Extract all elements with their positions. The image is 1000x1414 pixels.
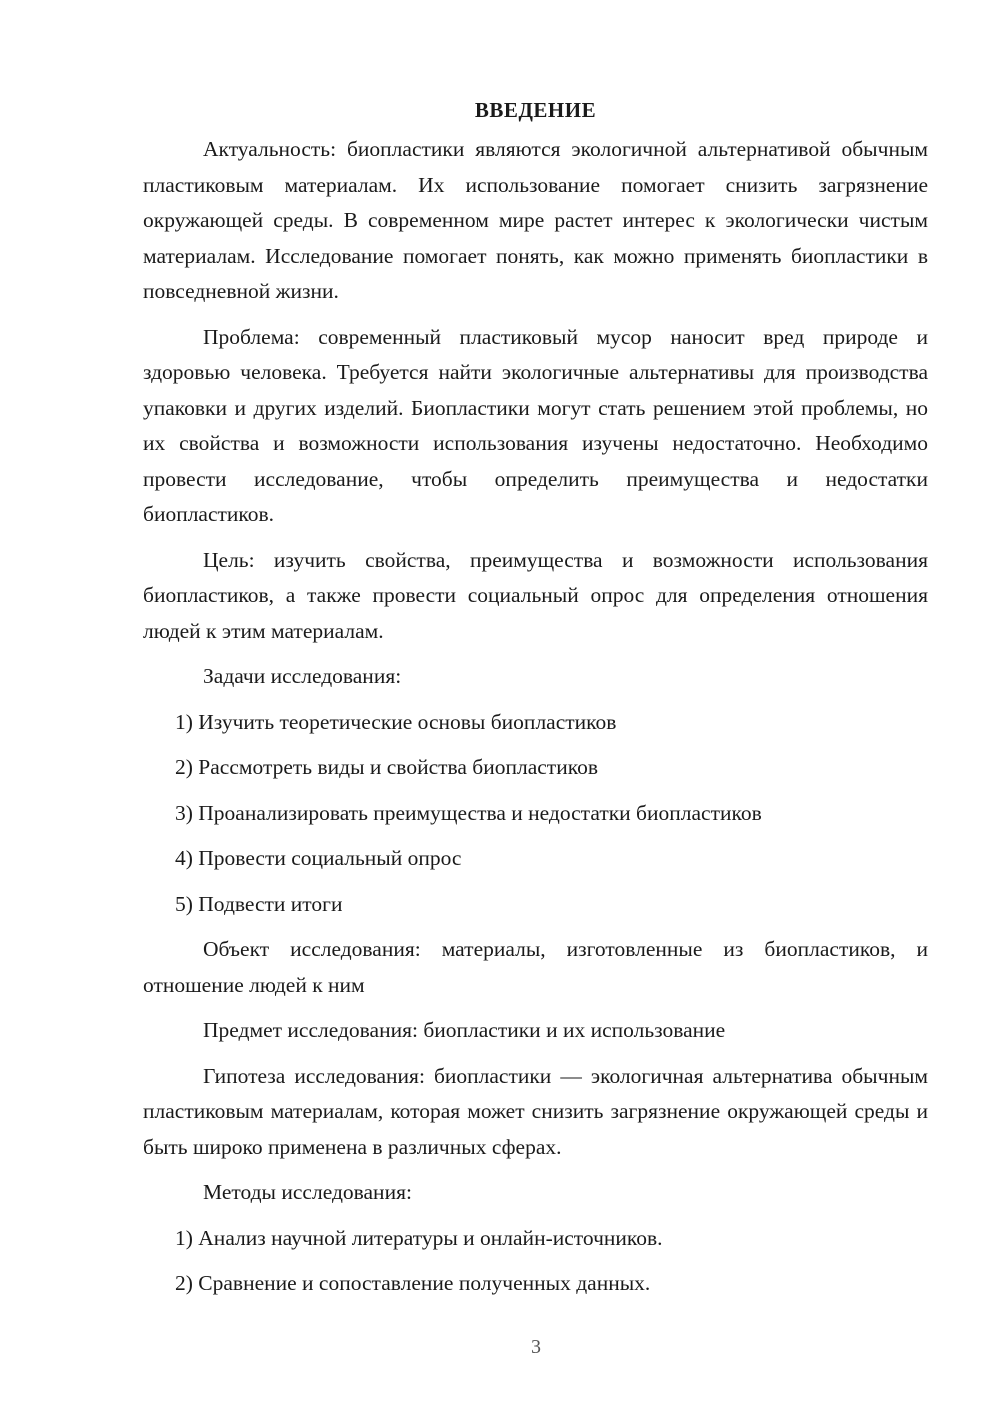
document-page [143,96,928,1312]
goal-paragraph: Цель: изучить свойства, преимущества и возможности использования биопластиков, а также провести социальный опрос для определения отношения людей к этим материалам. [143,547,928,643]
tasks-heading: Задачи исследования: [203,664,402,688]
section-title: ВВЕДЕНИЕ [474,98,597,122]
subject-paragraph: Предмет исследования: биопластики и их использование [203,1018,726,1042]
list-item: 5) Подвести итоги [175,891,343,916]
tasks-list [143,705,928,923]
list-item: 2) Сравнение и сопоставление полученных данных. [175,1271,651,1295]
relevance-paragraph: Актуальность: биопластики являются экологичной альтернативой обычным пластиковым материалам. Их использование помогает снизить загрязнение окружающей среды. В современном мире растет интерес к экологически чистым материалам. Исследование помогает понять, как можно применять биопластики в повседневной жизни. [143,137,928,303]
hypothesis-paragraph: Гипотеза исследования: биопластики — экологичная альтернатива обычным пластиковым материалам, которая может снизить загрязнение окружающей среды и быть широко применена в различных сферах. [143,1063,928,1159]
list-item: 1) Анализ научной литературы и онлайн-источников. [175,1225,663,1250]
list-item: 4) Провести социальный опрос [175,846,462,870]
list-item: 1) Изучить теоретические основы биопластиков [175,709,617,734]
list-item: 3) Проанализировать преимущества и недостатки биопластиков [175,800,762,825]
methods-list [143,1221,928,1302]
page-number: 3 [531,1336,541,1358]
methods-heading: Методы исследования: [203,1180,412,1204]
object-paragraph: Объект исследования: материалы, изготовленные из биопластиков, и отношение людей к ним [143,937,928,997]
list-item: 2) Рассмотреть виды и свойства биопластиков [175,755,598,779]
problem-paragraph: Проблема: современный пластиковый мусор наносит вред природе и здоровью человека. Требуется найти экологичные альтернативы для производства упаковки и других изделий. Биопластики могут стать решением этой проблемы, но их свойства и возможности использования изучены недостаточно. Необходимо провести исследование, чтобы определить преимущества и недостатки биопластиков. [143,324,928,526]
